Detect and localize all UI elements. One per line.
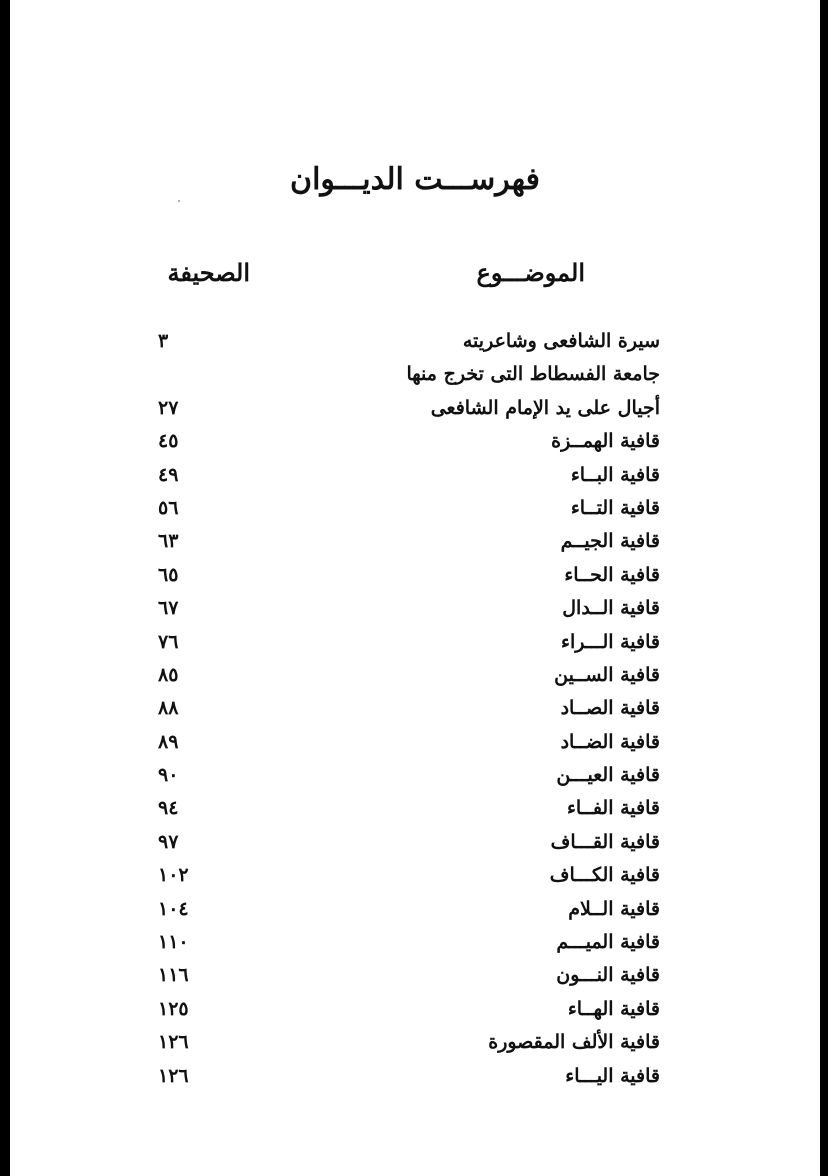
toc-row	[10, 1027, 820, 1060]
speck-mark	[178, 200, 180, 202]
toc-page-number: ١١٠	[158, 931, 189, 954]
toc-row	[10, 526, 820, 559]
toc-topic: قافية الضــاد	[560, 730, 660, 753]
toc-page-number: ٥٦	[158, 496, 179, 519]
toc-row	[10, 426, 820, 459]
toc-row	[10, 627, 820, 660]
toc-row	[10, 927, 820, 960]
toc-page-number: ١٢٦	[158, 1064, 189, 1087]
toc-row	[10, 793, 820, 826]
toc-topic: قافية الميـــم	[556, 931, 660, 954]
toc-page-number: ٨٩	[158, 730, 179, 753]
toc-topic: قافية القـــاف	[550, 830, 660, 853]
toc-topic: قافية اليـــاء	[565, 1064, 660, 1087]
toc-row	[10, 860, 820, 893]
toc-page-number: ١٠٢	[158, 864, 189, 887]
topic-column-header: الموضـــوع	[476, 258, 585, 287]
toc-topic: قافية التــاء	[570, 496, 660, 519]
toc-topic: قافية الــلام	[568, 897, 660, 920]
toc-row	[10, 460, 820, 493]
toc-topic: قافية الهــاء	[567, 997, 660, 1020]
toc-page-number: ١٢٦	[158, 1031, 189, 1054]
toc-row	[10, 1061, 820, 1094]
toc-row	[10, 693, 820, 726]
toc-page-number: ٨٥	[158, 663, 179, 686]
toc-topic: جامعة الفسطاط التى تخرج منها	[406, 363, 660, 386]
toc-page-number: ٤٩	[158, 463, 179, 486]
book-page	[10, 0, 820, 1176]
toc-page-number: ٦٥	[158, 563, 179, 586]
toc-page-number: ١٠٤	[158, 897, 189, 920]
toc-page-number: ٨٨	[158, 697, 179, 720]
toc-row	[10, 894, 820, 927]
toc-page-number: ٣	[158, 330, 169, 352]
toc-page-number: ١٢٥	[158, 997, 189, 1020]
toc-row	[10, 493, 820, 526]
toc-topic: قافية الفــاء	[566, 797, 660, 820]
toc-page-number: ٩٤	[158, 797, 179, 820]
toc-page-number: ٢٧	[158, 396, 179, 419]
toc-row	[10, 393, 820, 426]
toc-topic: أجيال على يد الإمام الشافعى	[430, 396, 660, 419]
toc-page-number: ٩٠	[158, 764, 179, 787]
table-of-contents	[10, 326, 820, 1094]
toc-row	[10, 760, 820, 793]
toc-topic: قافية الــدال	[562, 597, 660, 620]
toc-topic: قافية الـــراء	[561, 630, 660, 653]
toc-row	[10, 593, 820, 626]
toc-row	[10, 359, 820, 392]
toc-page-number: ٤٥	[158, 430, 179, 453]
page-title: فهرســـت الديـــوان	[290, 162, 540, 197]
toc-row	[10, 326, 820, 359]
toc-row	[10, 727, 820, 760]
toc-row	[10, 994, 820, 1027]
toc-page-number: ٩٧	[158, 830, 179, 853]
toc-topic: قافية الحــاء	[564, 563, 660, 586]
toc-row	[10, 960, 820, 993]
page-column-header: الصحيفة	[167, 258, 250, 287]
toc-topic: قافية الجيــم	[560, 530, 660, 553]
toc-page-number: ٧٦	[158, 630, 179, 653]
toc-topic: قافية العيـــن	[556, 764, 660, 787]
toc-topic: قافية الهمــزة	[551, 430, 660, 453]
toc-topic: قافية الكـــاف	[549, 864, 660, 887]
toc-topic: قافية النـــون	[556, 964, 660, 987]
toc-row	[10, 560, 820, 593]
toc-row	[10, 827, 820, 860]
toc-topic: قافية الألف المقصورة	[488, 1031, 660, 1054]
toc-topic: قافية الصــاد	[560, 697, 660, 720]
toc-topic: قافية الســين	[554, 663, 660, 686]
toc-page-number: ٦٧	[158, 597, 179, 620]
toc-topic: سيرة الشافعى وشاعريته	[462, 330, 660, 352]
toc-topic: قافية البــاء	[570, 463, 660, 486]
toc-row	[10, 660, 820, 693]
toc-page-number: ١١٦	[158, 964, 189, 987]
toc-page-number: ٦٣	[158, 530, 179, 553]
